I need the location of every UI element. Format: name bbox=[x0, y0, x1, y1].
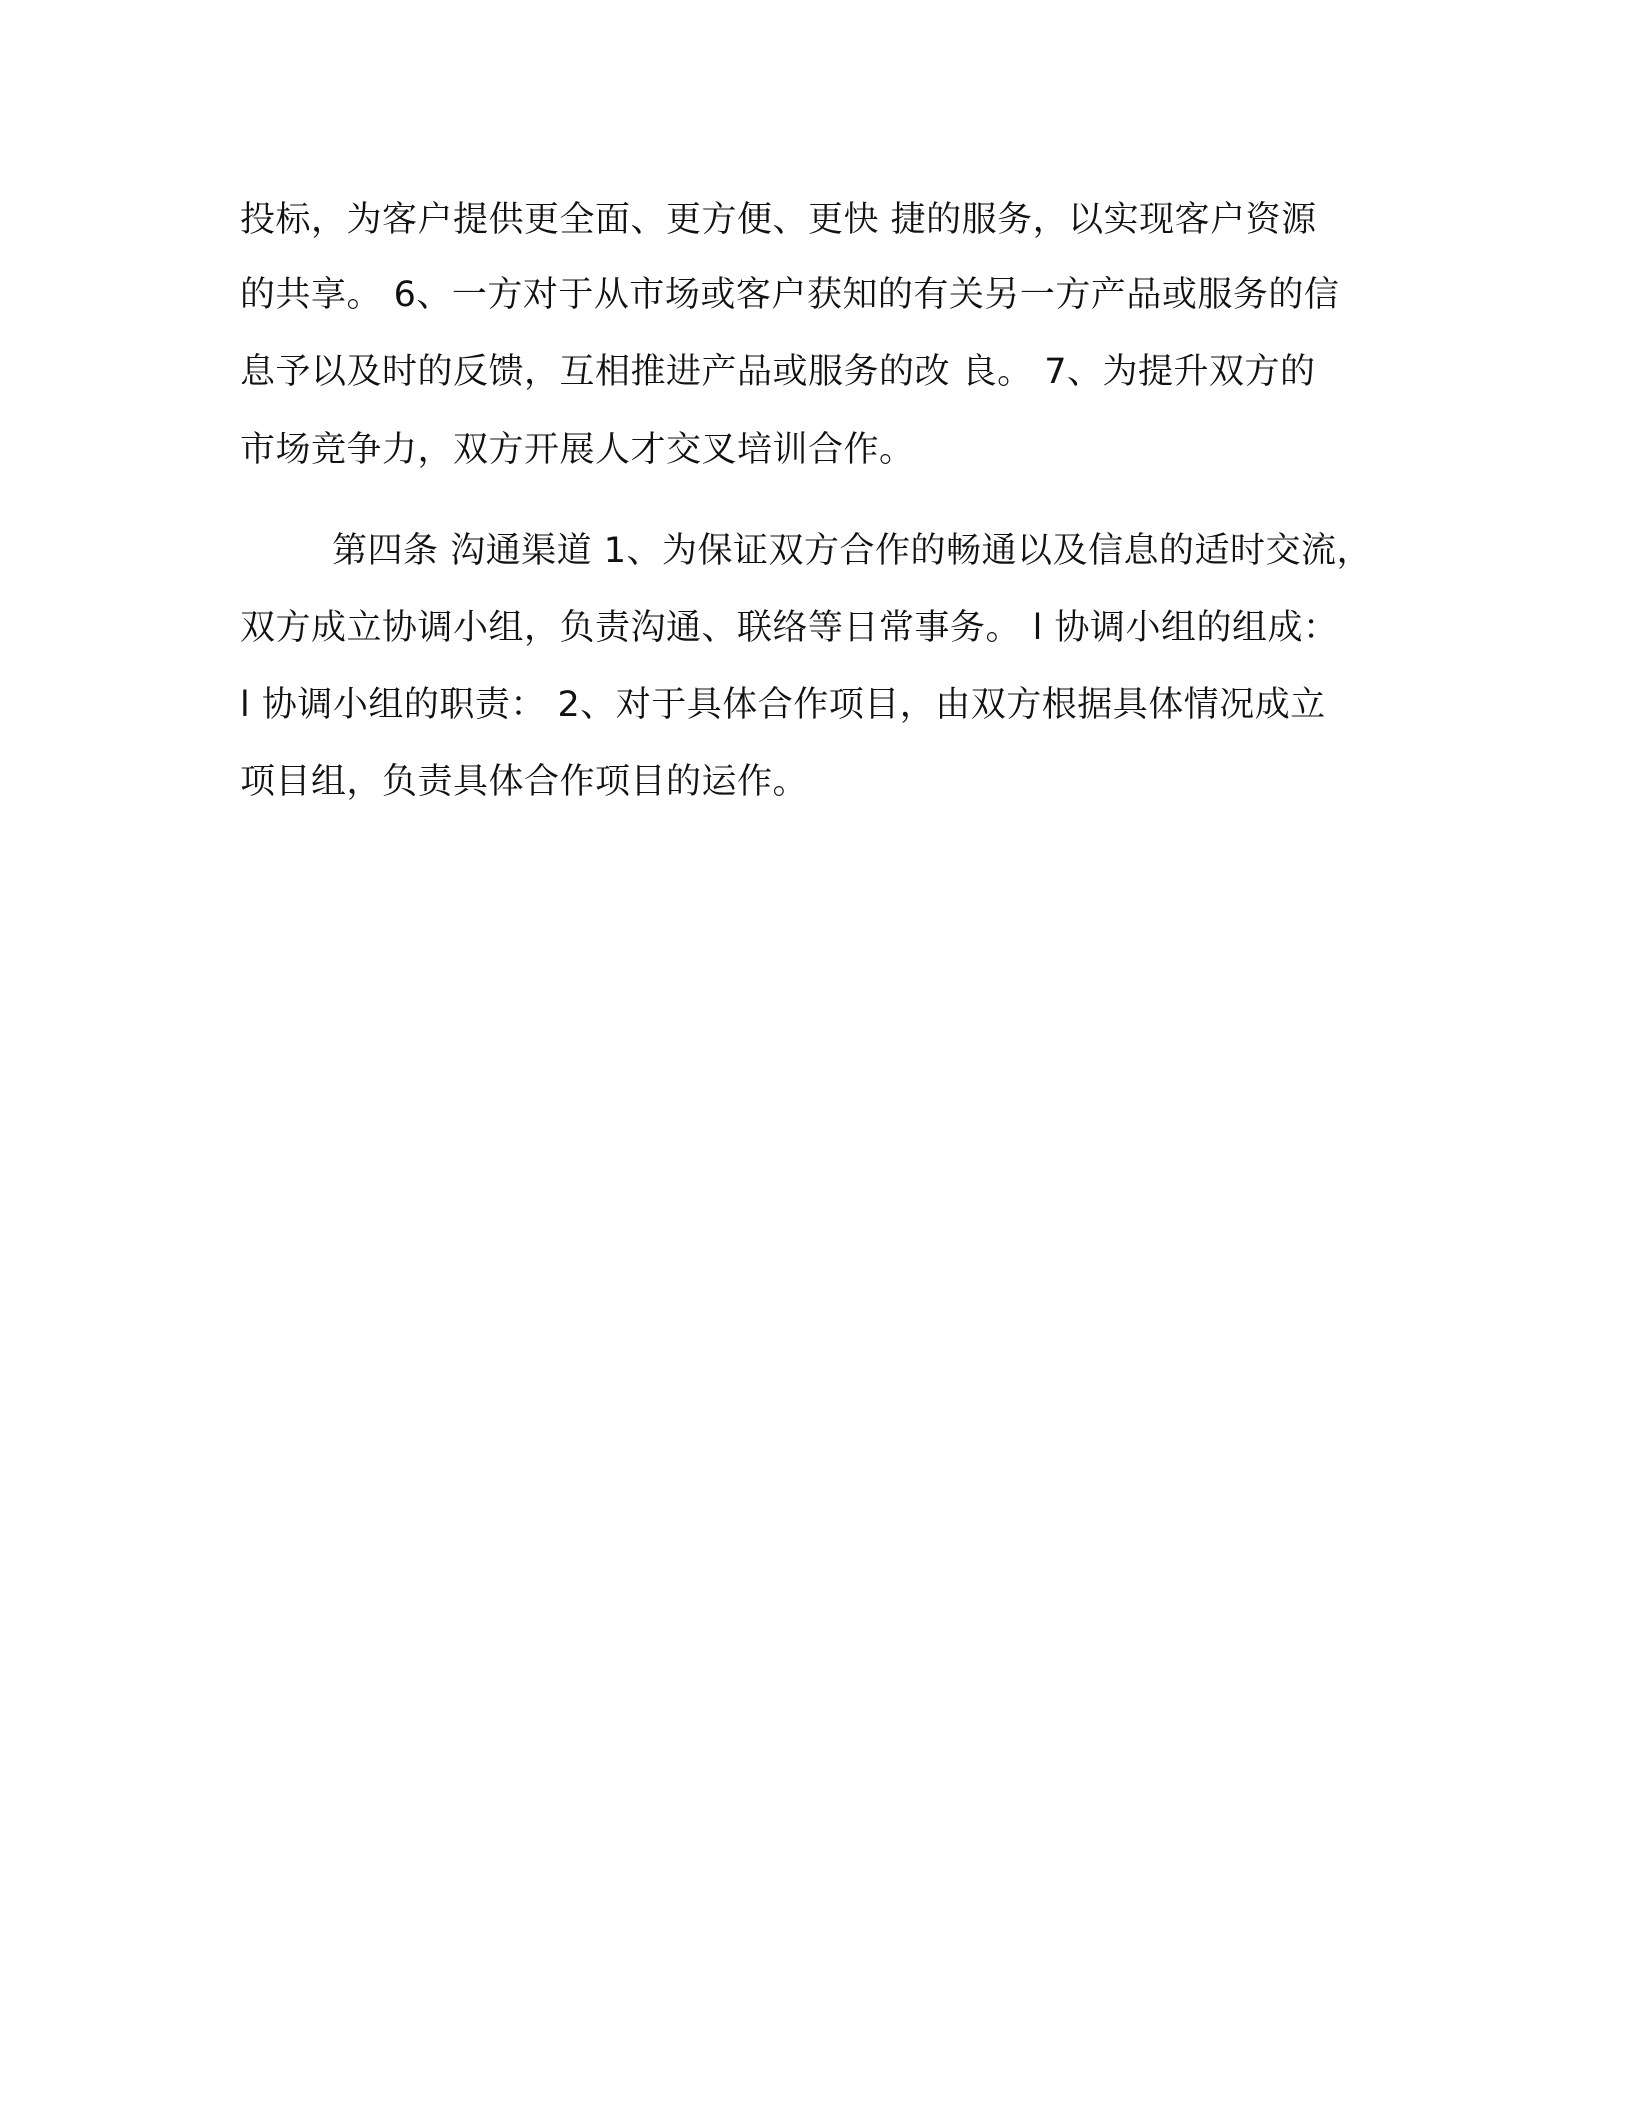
paragraph-line: 市场竞争力，双方开展人才交叉培训合作。 bbox=[240, 430, 915, 470]
paragraph-line: 息予以及时的反馈，互相推进产品或服务的改 良。 7、为提升双方的 bbox=[240, 352, 1316, 392]
paragraph-line: 双方成立协调小组，负责沟通、联络等日常事务。 l 协调小组的组成： bbox=[240, 608, 1339, 648]
paragraph-line-indented: 第四条 沟通渠道 1、为保证双方合作的畅通以及信息的适时交流， bbox=[332, 531, 1373, 571]
paragraph-line: 投标，为客户提供更全面、更方便、更快 捷的服务，以实现客户资源 bbox=[240, 200, 1317, 240]
paragraph-line: 的共享。 6、一方对于从市场或客户获知的有关另一方产品或服务的信 bbox=[240, 275, 1340, 315]
paragraph-line: l 协调小组的职责： 2、对于具体合作项目，由双方根据具体情况成立 bbox=[240, 685, 1326, 725]
paragraph-line: 项目组，负责具体合作项目的运作。 bbox=[240, 762, 809, 802]
